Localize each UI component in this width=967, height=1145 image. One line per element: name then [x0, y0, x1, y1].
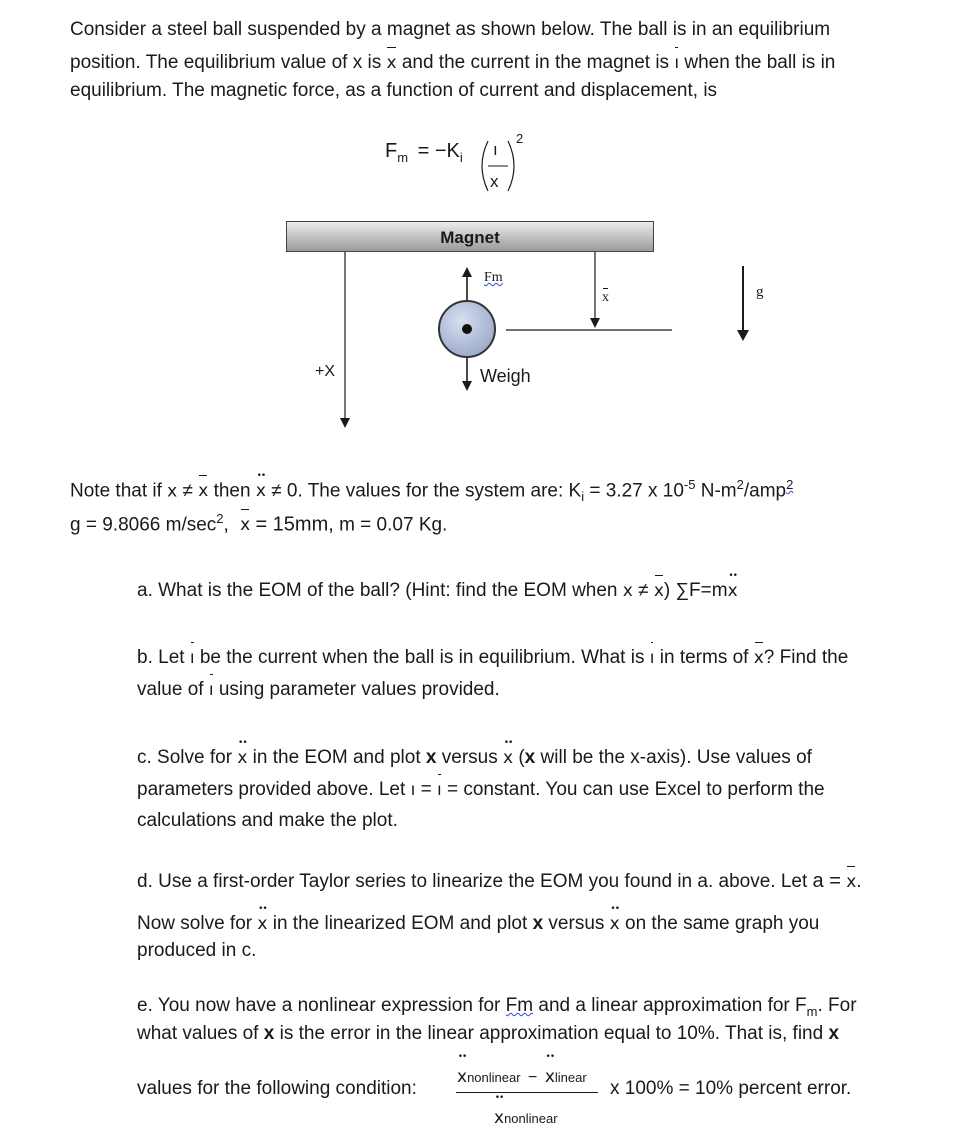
question-c-line-1: c. Solve for •• x in the EOM and plot x versus •• x (x will be the x-axis). Use values of: [137, 744, 812, 772]
formula-numerator: ı: [493, 140, 498, 159]
formula-exponent: 2: [516, 131, 524, 146]
diagram-arrows: [0, 0, 967, 460]
question-b-line-2: value of ı using parameter values provided.: [137, 676, 500, 704]
question-d-line-1: d. Use a first-order Taylor series to linearize the EOM you found in a. above. Let a = x.: [137, 867, 862, 896]
intro-line-1: Consider a steel ball suspended by a magnet as shown below. The ball is in an equilibrium: [70, 19, 831, 40]
question-e-line-3: values for the following condition:: [137, 1078, 417, 1099]
fm-label: Fm: [484, 270, 503, 285]
error-fraction-denominator: •• xnonlinear: [494, 1108, 558, 1128]
force-formula: $F_m = -K_i$: [385, 140, 463, 165]
weight-label: Weigh: [480, 366, 531, 386]
question-c-line-2: parameters provided above. Let ı = ı = constant. You can use Excel to perform the: [137, 776, 825, 804]
intro-line-3: equilibrium. The magnetic force, as a function of current and displacement, is: [70, 80, 718, 101]
question-c-line-3: calculations and make the plot.: [137, 810, 398, 831]
i-bar-symbol: ı: [674, 49, 679, 77]
error-fraction-numerator: •• xnonlinear − •• xlinear: [457, 1067, 587, 1087]
question-d-line-3: produced in c.: [137, 940, 257, 961]
error-condition-tail: x 100% = 10% percent error.: [610, 1078, 852, 1099]
xbar-label: x: [602, 290, 609, 305]
question-d-line-2: Now solve for •• x in the linearized EOM and plot x versus •• x on the same graph you: [137, 910, 819, 938]
g-label: g: [756, 284, 764, 300]
question-a: a. What is the EOM of the ball? (Hint: find the EOM when x ≠ x) ∑F=m•• x: [137, 577, 738, 605]
question-e-line-1: e. You now have a nonlinear expression for Fm and a linear approximation for $F_m$. For: [137, 995, 857, 1019]
formula-denominator: x: [490, 172, 499, 191]
magnet-label: Magnet: [440, 228, 500, 247]
question-e-line-2: what values of x is the error in the linear approximation equal to 10%. That is, find x: [137, 1023, 840, 1044]
note-line-1: Note that if x ≠ x then •• x ≠ 0. The values for the system are: $K_i = 3.27$ x $10^{-5}$ $N-m^2/amp^2$: [70, 471, 793, 511]
x-double-dot: •• x: [256, 477, 266, 505]
question-b-line-1: b. Let ı be the current when the ball is in equilibrium. What is ı in terms of x? Find the: [137, 644, 848, 672]
ball-center-dot: [462, 324, 472, 334]
plus-x-label: +X: [315, 363, 336, 380]
intro-line-2: position. The equilibrium value of x is x and the current in the magnet is ı when the ball is in: [70, 49, 835, 77]
note-line-2: g = 9.8066 $m/\sec^2$, x = 15mm, m = 0.07 Kg.: [70, 505, 447, 539]
steel-ball: [438, 300, 496, 358]
x-bar-symbol: x: [386, 49, 396, 77]
error-fraction-bar: [456, 1092, 598, 1093]
